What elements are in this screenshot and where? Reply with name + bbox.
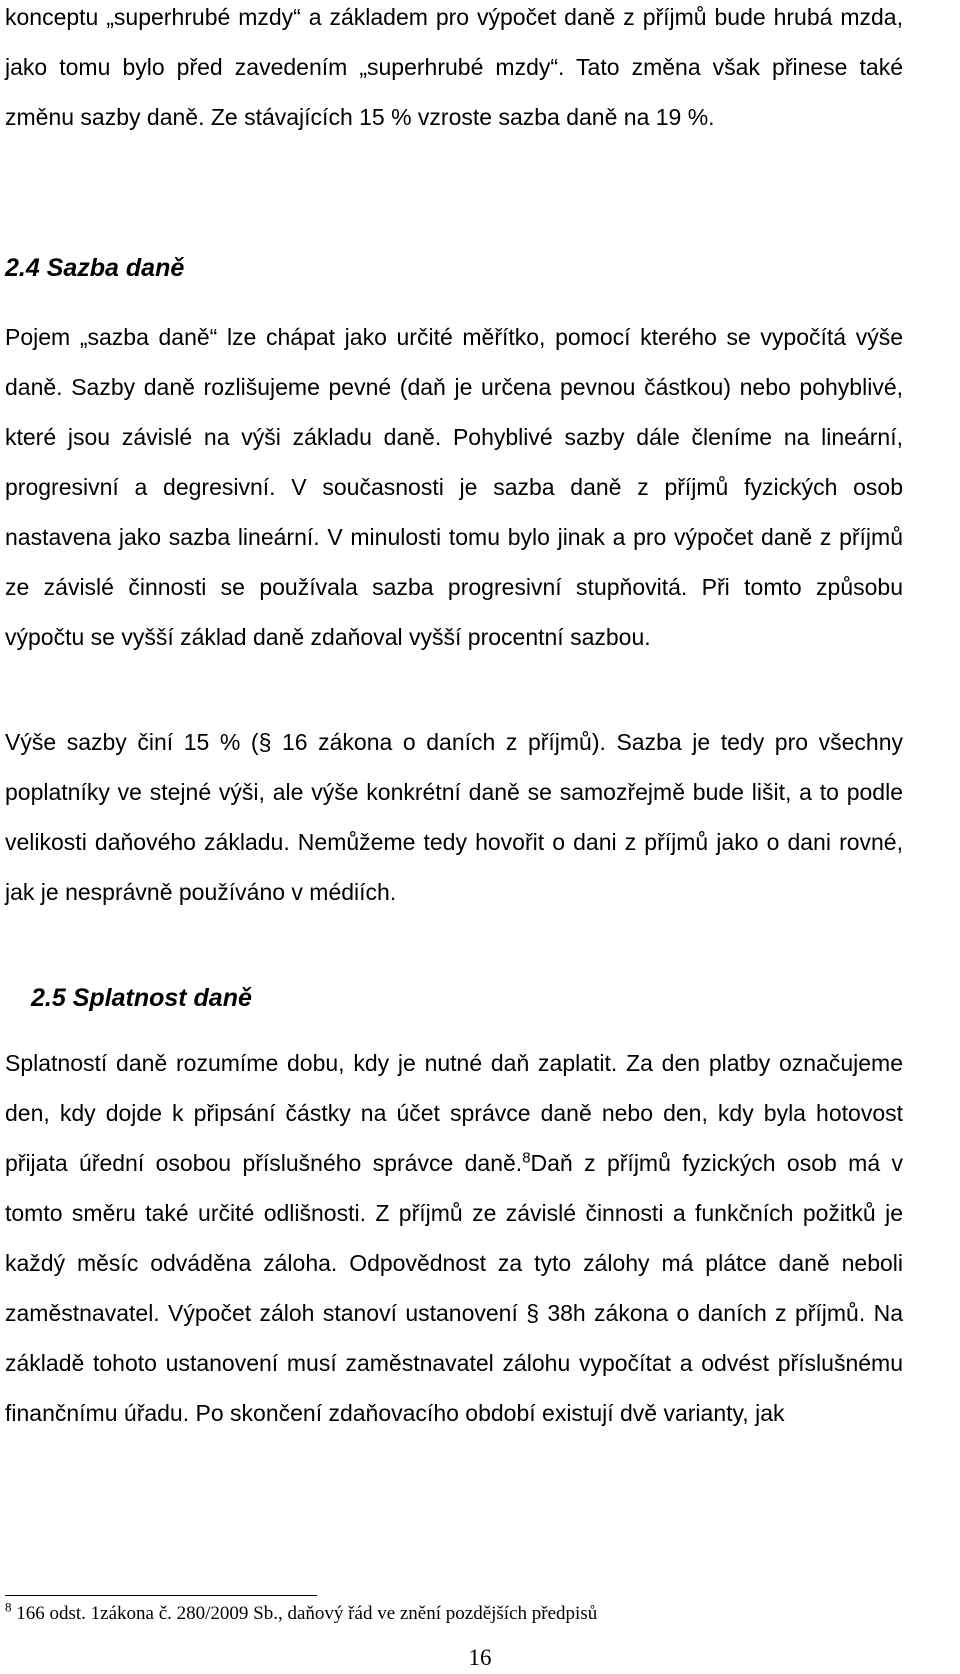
heading-splatnost-dane: 2.5 Splatnost daně: [31, 984, 252, 1012]
splatnost-text-start: Splatností daně rozumíme dobu, kdy je nutné daň zaplatit. Za den platby označujeme den, kdy dojde k připsání částky na účet správce daně nebo den, kdy byla hotovost přijata úřední osobou příslušného správce daně.: [5, 1050, 903, 1176]
paragraph-pojem-sazba-dane: Pojem „sazba daně“ lze chápat jako určité měřítko, pomocí kterého se vypočítá výše daně. Sazby daně rozlišujeme pevné (daň je určena pevnou částkou) nebo pohyblivé, které jsou závislé na výši základu daně. Pohyblivé sazby dále členíme na lineární, progresivní a degresivní. V současnosti je sazba daně z příjmů fyzických osob nastavena jako sazba lineární. V minulosti tomu bylo jinak a pro výpočet daně z příjmů ze závislé činnosti se používala sazba progresivní stupňovitá. Při tomto způsobu výpočtu se vyšší základ daně zdaňoval vyšší procentní sazbou.: [5, 324, 903, 650]
heading-sazba-dane: 2.4 Sazba daně: [5, 254, 185, 282]
paragraph-splatnost: [5, 1038, 903, 1438]
page-number: 16: [468, 1645, 492, 1670]
footnote: [5, 1599, 905, 1626]
footnote-separator: [5, 1595, 317, 1596]
paragraph-vyse-sazby: Výše sazby činí 15 % (§ 16 zákona o daních z příjmů). Sazba je tedy pro všechny poplatníky ve stejné výši, ale výše konkrétní daně se samozřejmě bude lišit, a to podle velikosti daňového základu. Nemůžeme tedy hovořit o dani z příjmů jako o dani rovné, jak je nesprávně používáno v médiích.: [5, 729, 903, 905]
paragraph-superhruba-mzda: konceptu „superhrubé mzdy“ a základem pro výpočet daně z příjmů bude hrubá mzda, jako tomu bylo před zavedením „superhrubé mzdy“. Tato změna však přinese také změnu sazby daně. Ze stávajících 15 % vzroste sazba daně na 19 %.: [5, 4, 903, 130]
footnote-reference: 8: [522, 1149, 531, 1167]
footnote-text: 166 odst. 1zákona č. 280/2009 Sb., daňový řád ve znění pozdějších předpisů: [11, 1603, 598, 1624]
splatnost-text-end: Daň z příjmů fyzických osob má v tomto směru také určité odlišnosti. Z příjmů ze závislé činnosti a funkčních požitků je každý měsíc odváděna záloha. Odpovědnost za tyto zálohy má plátce daně neboli zaměstnavatel. Výpočet záloh stanoví ustanovení § 38h zákona o daních z příjmů. Na základě tohoto ustanovení musí zaměstnavatel zálohu vypočítat a odvést příslušnému finančnímu úřadu. Po skončení zdaňovacího období existují dvě varianty, jak: [5, 1150, 903, 1426]
footnote-number: 8: [5, 1599, 12, 1615]
